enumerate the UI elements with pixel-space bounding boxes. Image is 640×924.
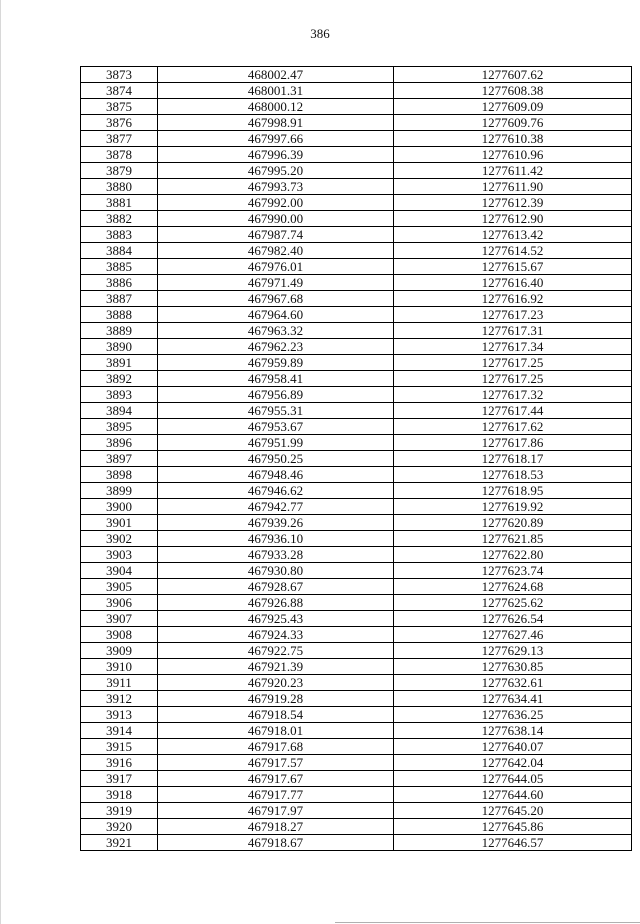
table-row xyxy=(81,67,632,83)
table-row xyxy=(81,115,632,131)
x-coordinate-cell: 467925.43 xyxy=(158,611,394,627)
point-number-cell: 3902 xyxy=(81,531,158,547)
y-coordinate-cell: 1277640.07 xyxy=(394,739,632,755)
y-coordinate-cell: 1277611.90 xyxy=(394,179,632,195)
x-coordinate-cell: 467959.89 xyxy=(158,355,394,371)
y-coordinate-cell: 1277645.86 xyxy=(394,819,632,835)
y-coordinate-cell: 1277609.09 xyxy=(394,99,632,115)
point-number-cell: 3880 xyxy=(81,179,158,195)
point-number-cell: 3878 xyxy=(81,147,158,163)
x-coordinate-cell: 467918.67 xyxy=(158,835,394,851)
x-coordinate-cell: 467990.00 xyxy=(158,211,394,227)
scan-edge-bottom xyxy=(335,922,640,923)
x-coordinate-cell: 467995.20 xyxy=(158,163,394,179)
point-number-cell: 3916 xyxy=(81,755,158,771)
x-coordinate-cell: 467956.89 xyxy=(158,387,394,403)
table-row xyxy=(81,339,632,355)
y-coordinate-cell: 1277617.86 xyxy=(394,435,632,451)
point-number-cell: 3879 xyxy=(81,163,158,179)
point-number-cell: 3884 xyxy=(81,243,158,259)
y-coordinate-cell: 1277608.38 xyxy=(394,83,632,99)
y-coordinate-cell: 1277632.61 xyxy=(394,675,632,691)
x-coordinate-cell: 467967.68 xyxy=(158,291,394,307)
y-coordinate-cell: 1277609.76 xyxy=(394,115,632,131)
table-row xyxy=(81,691,632,707)
point-number-cell: 3897 xyxy=(81,451,158,467)
y-coordinate-cell: 1277611.42 xyxy=(394,163,632,179)
table-row xyxy=(81,467,632,483)
x-coordinate-cell: 467921.39 xyxy=(158,659,394,675)
point-number-cell: 3911 xyxy=(81,675,158,691)
x-coordinate-cell: 467926.88 xyxy=(158,595,394,611)
point-number-cell: 3890 xyxy=(81,339,158,355)
x-coordinate-cell: 467964.60 xyxy=(158,307,394,323)
table-row xyxy=(81,659,632,675)
point-number-cell: 3906 xyxy=(81,595,158,611)
x-coordinate-cell: 467962.23 xyxy=(158,339,394,355)
y-coordinate-cell: 1277644.05 xyxy=(394,771,632,787)
table-row xyxy=(81,259,632,275)
x-coordinate-cell: 467950.25 xyxy=(158,451,394,467)
table-row xyxy=(81,803,632,819)
x-coordinate-cell: 467948.46 xyxy=(158,467,394,483)
table-row xyxy=(81,307,632,323)
y-coordinate-cell: 1277614.52 xyxy=(394,243,632,259)
x-coordinate-cell: 467919.28 xyxy=(158,691,394,707)
y-coordinate-cell: 1277618.95 xyxy=(394,483,632,499)
table-row xyxy=(81,99,632,115)
y-coordinate-cell: 1277615.67 xyxy=(394,259,632,275)
coordinates-table xyxy=(80,66,632,851)
table-row xyxy=(81,227,632,243)
y-coordinate-cell: 1277636.25 xyxy=(394,707,632,723)
point-number-cell: 3874 xyxy=(81,83,158,99)
x-coordinate-cell: 467997.66 xyxy=(158,131,394,147)
x-coordinate-cell: 467996.39 xyxy=(158,147,394,163)
x-coordinate-cell: 467920.23 xyxy=(158,675,394,691)
table-row xyxy=(81,195,632,211)
x-coordinate-cell: 467955.31 xyxy=(158,403,394,419)
y-coordinate-cell: 1277610.38 xyxy=(394,131,632,147)
y-coordinate-cell: 1277645.20 xyxy=(394,803,632,819)
x-coordinate-cell: 467917.77 xyxy=(158,787,394,803)
table-row xyxy=(81,835,632,851)
x-coordinate-cell: 467976.01 xyxy=(158,259,394,275)
y-coordinate-cell: 1277617.34 xyxy=(394,339,632,355)
x-coordinate-cell: 467922.75 xyxy=(158,643,394,659)
x-coordinate-cell: 467993.73 xyxy=(158,179,394,195)
x-coordinate-cell: 467917.57 xyxy=(158,755,394,771)
x-coordinate-cell: 468001.31 xyxy=(158,83,394,99)
x-coordinate-cell: 467936.10 xyxy=(158,531,394,547)
y-coordinate-cell: 1277618.53 xyxy=(394,467,632,483)
point-number-cell: 3882 xyxy=(81,211,158,227)
x-coordinate-cell: 467930.80 xyxy=(158,563,394,579)
y-coordinate-cell: 1277612.90 xyxy=(394,211,632,227)
table-row xyxy=(81,147,632,163)
table-row xyxy=(81,323,632,339)
y-coordinate-cell: 1277616.40 xyxy=(394,275,632,291)
table-row xyxy=(81,291,632,307)
point-number-cell: 3875 xyxy=(81,99,158,115)
point-number-cell: 3892 xyxy=(81,371,158,387)
point-number-cell: 3912 xyxy=(81,691,158,707)
point-number-cell: 3917 xyxy=(81,771,158,787)
table-row xyxy=(81,179,632,195)
x-coordinate-cell: 467942.77 xyxy=(158,499,394,515)
x-coordinate-cell: 467918.54 xyxy=(158,707,394,723)
x-coordinate-cell: 467946.62 xyxy=(158,483,394,499)
table-row xyxy=(81,755,632,771)
y-coordinate-cell: 1277629.13 xyxy=(394,643,632,659)
point-number-cell: 3908 xyxy=(81,627,158,643)
point-number-cell: 3921 xyxy=(81,835,158,851)
y-coordinate-cell: 1277634.41 xyxy=(394,691,632,707)
point-number-cell: 3873 xyxy=(81,67,158,83)
point-number-cell: 3914 xyxy=(81,723,158,739)
point-number-cell: 3876 xyxy=(81,115,158,131)
table-row xyxy=(81,739,632,755)
table-row xyxy=(81,707,632,723)
y-coordinate-cell: 1277617.25 xyxy=(394,355,632,371)
y-coordinate-cell: 1277624.68 xyxy=(394,579,632,595)
y-coordinate-cell: 1277644.60 xyxy=(394,787,632,803)
x-coordinate-cell: 467971.49 xyxy=(158,275,394,291)
x-coordinate-cell: 467918.27 xyxy=(158,819,394,835)
table-row xyxy=(81,723,632,739)
point-number-cell: 3885 xyxy=(81,259,158,275)
x-coordinate-cell: 467933.28 xyxy=(158,547,394,563)
y-coordinate-cell: 1277617.25 xyxy=(394,371,632,387)
point-number-cell: 3909 xyxy=(81,643,158,659)
table-row xyxy=(81,771,632,787)
table-row xyxy=(81,595,632,611)
table-row xyxy=(81,819,632,835)
table-row xyxy=(81,387,632,403)
table-row xyxy=(81,531,632,547)
table-row xyxy=(81,163,632,179)
x-coordinate-cell: 467917.97 xyxy=(158,803,394,819)
point-number-cell: 3915 xyxy=(81,739,158,755)
table-row xyxy=(81,547,632,563)
scan-edge-left xyxy=(0,0,1,924)
point-number-cell: 3889 xyxy=(81,323,158,339)
y-coordinate-cell: 1277626.54 xyxy=(394,611,632,627)
x-coordinate-cell: 467924.33 xyxy=(158,627,394,643)
x-coordinate-cell: 467963.32 xyxy=(158,323,394,339)
y-coordinate-cell: 1277617.31 xyxy=(394,323,632,339)
point-number-cell: 3881 xyxy=(81,195,158,211)
point-number-cell: 3887 xyxy=(81,291,158,307)
y-coordinate-cell: 1277618.17 xyxy=(394,451,632,467)
y-coordinate-cell: 1277607.62 xyxy=(394,67,632,83)
y-coordinate-cell: 1277617.62 xyxy=(394,419,632,435)
x-coordinate-cell: 468002.47 xyxy=(158,67,394,83)
y-coordinate-cell: 1277617.32 xyxy=(394,387,632,403)
point-number-cell: 3918 xyxy=(81,787,158,803)
y-coordinate-cell: 1277642.04 xyxy=(394,755,632,771)
point-number-cell: 3910 xyxy=(81,659,158,675)
point-number-cell: 3895 xyxy=(81,419,158,435)
x-coordinate-cell: 467918.01 xyxy=(158,723,394,739)
table-row xyxy=(81,499,632,515)
table-row xyxy=(81,211,632,227)
point-number-cell: 3903 xyxy=(81,547,158,563)
point-number-cell: 3898 xyxy=(81,467,158,483)
point-number-cell: 3904 xyxy=(81,563,158,579)
table-row xyxy=(81,563,632,579)
x-coordinate-cell: 467992.00 xyxy=(158,195,394,211)
y-coordinate-cell: 1277622.80 xyxy=(394,547,632,563)
table-row xyxy=(81,243,632,259)
y-coordinate-cell: 1277612.39 xyxy=(394,195,632,211)
point-number-cell: 3901 xyxy=(81,515,158,531)
point-number-cell: 3894 xyxy=(81,403,158,419)
table-row xyxy=(81,355,632,371)
x-coordinate-cell: 467958.41 xyxy=(158,371,394,387)
table-row xyxy=(81,435,632,451)
coordinates-table-body xyxy=(81,67,632,851)
x-coordinate-cell: 467939.26 xyxy=(158,515,394,531)
point-number-cell: 3899 xyxy=(81,483,158,499)
point-number-cell: 3920 xyxy=(81,819,158,835)
table-row xyxy=(81,675,632,691)
x-coordinate-cell: 467951.99 xyxy=(158,435,394,451)
point-number-cell: 3886 xyxy=(81,275,158,291)
table-row xyxy=(81,419,632,435)
x-coordinate-cell: 467917.67 xyxy=(158,771,394,787)
table-row xyxy=(81,627,632,643)
table-row xyxy=(81,403,632,419)
point-number-cell: 3891 xyxy=(81,355,158,371)
x-coordinate-cell: 467928.67 xyxy=(158,579,394,595)
y-coordinate-cell: 1277610.96 xyxy=(394,147,632,163)
y-coordinate-cell: 1277630.85 xyxy=(394,659,632,675)
point-number-cell: 3883 xyxy=(81,227,158,243)
y-coordinate-cell: 1277613.42 xyxy=(394,227,632,243)
y-coordinate-cell: 1277619.92 xyxy=(394,499,632,515)
point-number-cell: 3877 xyxy=(81,131,158,147)
x-coordinate-cell: 467917.68 xyxy=(158,739,394,755)
table-row xyxy=(81,483,632,499)
y-coordinate-cell: 1277623.74 xyxy=(394,563,632,579)
table-row xyxy=(81,371,632,387)
point-number-cell: 3896 xyxy=(81,435,158,451)
x-coordinate-cell: 467953.67 xyxy=(158,419,394,435)
table-row xyxy=(81,131,632,147)
y-coordinate-cell: 1277620.89 xyxy=(394,515,632,531)
point-number-cell: 3888 xyxy=(81,307,158,323)
table-row xyxy=(81,275,632,291)
point-number-cell: 3913 xyxy=(81,707,158,723)
x-coordinate-cell: 467982.40 xyxy=(158,243,394,259)
y-coordinate-cell: 1277627.46 xyxy=(394,627,632,643)
table-row xyxy=(81,643,632,659)
table-row xyxy=(81,515,632,531)
y-coordinate-cell: 1277616.92 xyxy=(394,291,632,307)
y-coordinate-cell: 1277646.57 xyxy=(394,835,632,851)
y-coordinate-cell: 1277617.23 xyxy=(394,307,632,323)
y-coordinate-cell: 1277621.85 xyxy=(394,531,632,547)
table-row xyxy=(81,451,632,467)
table-row xyxy=(81,611,632,627)
table-row xyxy=(81,83,632,99)
page-number: 386 xyxy=(310,26,330,41)
x-coordinate-cell: 467998.91 xyxy=(158,115,394,131)
y-coordinate-cell: 1277638.14 xyxy=(394,723,632,739)
table-row xyxy=(81,787,632,803)
point-number-cell: 3919 xyxy=(81,803,158,819)
point-number-cell: 3900 xyxy=(81,499,158,515)
table-row xyxy=(81,579,632,595)
x-coordinate-cell: 467987.74 xyxy=(158,227,394,243)
point-number-cell: 3905 xyxy=(81,579,158,595)
point-number-cell: 3893 xyxy=(81,387,158,403)
x-coordinate-cell: 468000.12 xyxy=(158,99,394,115)
y-coordinate-cell: 1277617.44 xyxy=(394,403,632,419)
y-coordinate-cell: 1277625.62 xyxy=(394,595,632,611)
point-number-cell: 3907 xyxy=(81,611,158,627)
